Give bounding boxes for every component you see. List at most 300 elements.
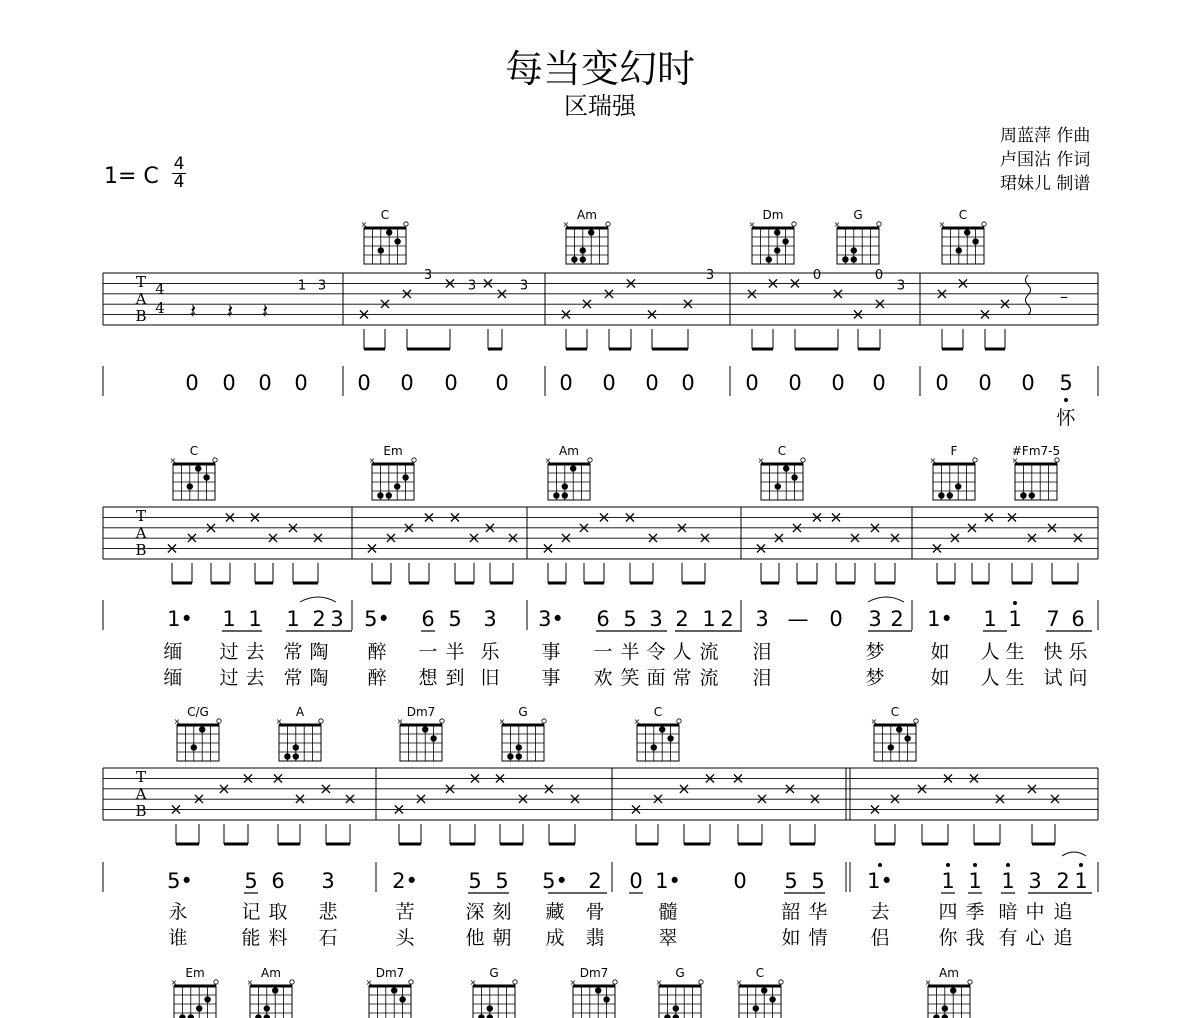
chord-diagram [563, 208, 611, 264]
tab-note: × [978, 304, 992, 324]
jianpu-note: 0 [1021, 371, 1035, 395]
open-string-mark [440, 719, 444, 723]
lyric-char: 人 [980, 667, 1000, 689]
finger-dot [761, 987, 767, 993]
tab-note: × [542, 778, 556, 798]
finger-dot [422, 726, 428, 732]
lyric-char: 髓 [658, 901, 678, 923]
lyric-char: 我 [965, 927, 985, 949]
lyric-char: 人 [980, 641, 1000, 663]
tab-note: × [868, 517, 882, 537]
open-string-mark [779, 980, 783, 984]
open-string-mark [214, 980, 218, 984]
muted-string-mark: × [396, 717, 404, 726]
tab-note: × [675, 517, 689, 537]
jianpu-note: 1• [655, 869, 681, 893]
tab-note: × [829, 507, 843, 527]
lyric-char: 过 [219, 641, 239, 663]
lyric-char: 如 [781, 927, 801, 949]
lyric-char: 朝 [492, 927, 512, 949]
quarter-rest: 𝄽 [261, 299, 269, 323]
tab-note: × [651, 789, 665, 809]
chord-diagram [545, 444, 593, 500]
tab-note: × [402, 517, 416, 537]
lyric-char: 醉 [367, 667, 387, 689]
whole-rest: – [1060, 287, 1068, 306]
lyric-char: 陶 [309, 667, 329, 689]
lyric-char: 生 [1005, 641, 1025, 663]
lyric-char: 藏 [545, 901, 565, 923]
lyric-char: 怀 [1056, 407, 1076, 429]
arpeggio-mark [1026, 275, 1031, 315]
finger-dot [430, 735, 436, 741]
finger-dot [775, 483, 781, 489]
jianpu-note: 3 [755, 607, 769, 631]
chord-diagram [366, 966, 414, 1018]
open-string-mark [699, 980, 703, 984]
artist-name: 区瑞强 [564, 92, 636, 120]
open-string-mark [792, 222, 796, 226]
fret-number: 3 [423, 268, 433, 283]
finger-dot [394, 238, 400, 244]
muted-string-mark: × [870, 717, 878, 726]
finger-dot [516, 753, 522, 759]
muted-string-mark: × [544, 456, 552, 465]
muted-string-mark: × [929, 456, 937, 465]
tab-letter: A [135, 524, 147, 542]
lyric-char: 醉 [367, 641, 387, 663]
lyric-char: 翠 [658, 927, 678, 949]
chord-name: C [777, 444, 787, 458]
high-octave-dot [1079, 863, 1083, 867]
finger-dot [264, 1014, 270, 1018]
jianpu-note: 0 [733, 869, 747, 893]
tab-letter: B [135, 541, 147, 559]
tab-note: × [755, 789, 769, 809]
jianpu-note: 2 [312, 607, 326, 631]
lyric-char: 如 [930, 641, 950, 663]
open-string-mark [677, 719, 681, 723]
lyric-char: 笑 [620, 667, 640, 689]
jianpu-note: 1• [167, 607, 193, 631]
jianpu-note: 0 [357, 371, 371, 395]
chord-diagram [247, 966, 295, 1018]
muted-string-mark: × [757, 456, 765, 465]
tab-note: × [698, 528, 712, 548]
tab-note: × [873, 294, 887, 314]
lyric-char: 记 [241, 901, 261, 923]
tab-note: × [888, 528, 902, 548]
lyric-char: 苦 [395, 901, 415, 923]
tab-note: × [731, 768, 745, 788]
chord-diagram [276, 705, 324, 761]
finger-dot [394, 483, 400, 489]
tab-note: × [1005, 507, 1019, 527]
finger-dot [774, 247, 780, 253]
lyric-char: 他 [465, 927, 485, 949]
open-string-mark [606, 222, 610, 226]
muted-string-mark: × [655, 978, 663, 987]
open-string-mark [513, 980, 517, 984]
finger-dot [588, 229, 594, 235]
jianpu-note: 5• [542, 869, 568, 893]
tab-note: × [597, 507, 611, 527]
lyric-char: 四 [938, 901, 958, 923]
tab-note: × [1048, 789, 1062, 809]
jianpu-note: 0 [681, 371, 695, 395]
lyric-char: 追 [1053, 901, 1073, 923]
jianpu-note: 0 [788, 371, 802, 395]
lyric-char: 追 [1053, 927, 1073, 949]
jianpu-note: 0 [872, 371, 886, 395]
lyric-char: 去 [245, 667, 265, 689]
muted-string-mark: × [365, 978, 373, 987]
tab-note: × [541, 538, 555, 558]
slur [1062, 852, 1086, 856]
chord-diagram [634, 705, 682, 761]
lyric-char: 事 [541, 667, 561, 689]
tab-note: × [468, 768, 482, 788]
tab-note: × [1045, 517, 1059, 537]
finger-dot [947, 492, 953, 498]
chord-diagram [174, 705, 222, 761]
jianpu-note: 1• [927, 607, 953, 631]
jianpu-note: 1 [941, 869, 955, 893]
jianpu-note: 2 [890, 607, 904, 631]
muted-string-mark: × [735, 978, 743, 987]
finger-dot [196, 1005, 202, 1011]
lyric-char: 如 [930, 667, 950, 689]
slur [868, 597, 904, 602]
lyric-char: 半 [620, 641, 640, 663]
tab-note: × [580, 294, 594, 314]
lyric-char: 流 [699, 667, 719, 689]
finger-dot [673, 1005, 679, 1011]
finger-dot [293, 744, 299, 750]
jianpu-note: 5 [495, 869, 509, 893]
fret-number: 0 [874, 268, 884, 283]
chord-name: C [755, 966, 765, 980]
open-string-mark [542, 719, 546, 723]
muted-string-mark: × [275, 717, 283, 726]
lyric-char: 韶 [781, 901, 801, 923]
finger-dot [487, 1014, 493, 1018]
lyric-char: 问 [1068, 667, 1088, 689]
finger-dot [842, 256, 848, 262]
finger-dot [391, 987, 397, 993]
open-string-mark [217, 719, 221, 723]
tab-note: × [559, 304, 573, 324]
open-string-mark [968, 980, 972, 984]
lyric-char: 心 [1025, 927, 1045, 949]
fret-number: 0 [812, 268, 822, 283]
chord-name: Dm7 [406, 705, 436, 719]
jianpu-note: — [787, 607, 809, 631]
chord-name: C [958, 208, 968, 222]
tab-letter: T [135, 768, 147, 786]
finger-dot [942, 1014, 948, 1018]
finger-dot [191, 744, 197, 750]
lyric-char: 缅 [163, 667, 183, 689]
finger-dot [964, 229, 970, 235]
chord-name: Am [261, 966, 281, 980]
muted-string-mark: × [633, 717, 641, 726]
open-string-mark [409, 980, 413, 984]
tab-note: × [271, 768, 285, 788]
finger-dot [782, 238, 788, 244]
finger-dot [664, 1014, 670, 1018]
open-string-mark [801, 458, 805, 462]
tab-note: × [772, 528, 786, 548]
jianpu-note: 2 [720, 607, 734, 631]
tab-note: × [192, 789, 206, 809]
open-string-mark [877, 222, 881, 226]
tab-letter: T [135, 273, 147, 291]
chord-name: Am [939, 966, 959, 980]
lyric-char: 快 [1043, 641, 1063, 663]
tab-note: × [754, 538, 768, 558]
finger-dot [651, 744, 657, 750]
chord-name: G [518, 705, 528, 719]
finger-dot [950, 987, 956, 993]
high-octave-dot [1013, 601, 1017, 605]
tab-note: × [319, 778, 333, 798]
lyric-char: 泪 [752, 667, 772, 689]
finger-dot [955, 483, 961, 489]
muted-string-mark: × [833, 220, 841, 229]
finger-dot [264, 1005, 270, 1011]
jianpu-note: 0 [629, 869, 643, 893]
jianpu-note: 5 [784, 869, 798, 893]
chord-name: F [950, 444, 958, 458]
high-octave-dot [973, 863, 977, 867]
jianpu-note: 2 [588, 869, 602, 893]
jianpu-note: 3 [321, 869, 335, 893]
tab-note: × [204, 517, 218, 537]
finger-dot [1029, 492, 1035, 498]
tab-letter: T [135, 507, 147, 525]
jianpu-note: 1 [968, 869, 982, 893]
finger-dot [595, 987, 601, 993]
transcriber-credit: 珺妹儿 制谱 [1000, 174, 1091, 194]
composer-credit: 周蓝萍 作曲 [1000, 126, 1091, 146]
chord-diagram [470, 966, 518, 1018]
tab-note: × [831, 283, 845, 303]
finger-dot [571, 256, 577, 262]
jianpu-note: 1 [248, 607, 262, 631]
jianpu-note: 0 [829, 607, 843, 631]
high-octave-dot [878, 863, 882, 867]
jianpu-note: 3 [649, 607, 663, 631]
tab-note: × [623, 507, 637, 527]
tab-note: × [888, 789, 902, 809]
fret-number: 1 [297, 278, 307, 294]
tab-note: × [956, 273, 970, 293]
jianpu-note: 2 [675, 607, 689, 631]
fret-number: 3 [896, 278, 906, 294]
finger-dot [507, 753, 513, 759]
open-string-mark [404, 222, 408, 226]
lyric-char: 你 [938, 927, 958, 949]
lyric-char: 梦 [865, 667, 885, 689]
chord-diagram [499, 705, 547, 761]
finger-dot [753, 1005, 759, 1011]
lyric-char: 生 [1005, 667, 1025, 689]
lyric-char: 常 [672, 667, 692, 689]
tab-note: × [443, 778, 457, 798]
tab-note: × [467, 528, 481, 548]
chord-name: C/G [187, 705, 209, 719]
finger-dot [783, 465, 789, 471]
open-string-mark [982, 222, 986, 226]
tab-note: × [930, 538, 944, 558]
jianpu-note: 5 [1059, 371, 1073, 395]
finger-dot [204, 996, 210, 1002]
finger-dot [904, 735, 910, 741]
tab-note: × [493, 768, 507, 788]
lyric-char: 欢 [593, 667, 613, 689]
tab-note: × [1025, 778, 1039, 798]
jianpu-note: 6 [596, 607, 610, 631]
finger-dot [293, 753, 299, 759]
tab-note: × [286, 517, 300, 537]
lyric-char: 季 [965, 901, 985, 923]
quarter-rest: 𝄽 [226, 299, 234, 323]
muted-string-mark: × [246, 978, 254, 987]
tab-note: × [851, 304, 865, 324]
lyric-char: 成 [545, 927, 565, 949]
tab-note: × [357, 304, 371, 324]
chord-name: C [653, 705, 663, 719]
tab-note: × [935, 283, 949, 303]
muted-string-mark: × [569, 978, 577, 987]
tab-note: × [965, 517, 979, 537]
tab-note: × [568, 789, 582, 809]
jianpu-note: 1 [1074, 869, 1088, 893]
lyric-char: 过 [219, 667, 239, 689]
finger-dot [402, 474, 408, 480]
finger-dot [203, 474, 209, 480]
jianpu-note: 0 [400, 371, 414, 395]
chord-name: A [295, 705, 305, 719]
finger-dot [199, 726, 205, 732]
tab-letter: A [135, 785, 147, 803]
lyric-char: 常 [283, 641, 303, 663]
open-string-mark [319, 719, 323, 723]
jianpu-note: 1• [867, 869, 893, 893]
chord-name: C [189, 444, 199, 458]
jianpu-note: 1 [1008, 607, 1022, 631]
jianpu-note: 1 [702, 607, 716, 631]
finger-dot [377, 492, 383, 498]
tab-note: × [848, 528, 862, 548]
time-signature-top: 4 [173, 154, 185, 174]
jianpu-note: 5 [448, 607, 462, 631]
tab-note: × [559, 528, 573, 548]
finger-dot [673, 1014, 679, 1018]
jianpu-note: 7 [1046, 607, 1060, 631]
lyric-char: 谁 [168, 927, 188, 949]
finger-dot [553, 492, 559, 498]
tab-note: × [1025, 528, 1039, 548]
tab-note: × [495, 283, 509, 303]
jianpu-note: 3 [483, 607, 497, 631]
open-string-mark [914, 719, 918, 723]
fret-number: 3 [519, 278, 529, 294]
jianpu-note: 0 [294, 371, 308, 395]
tab-note: × [165, 538, 179, 558]
lyric-char: 深 [465, 901, 485, 923]
lyric-char: 情 [808, 927, 828, 949]
finger-dot [938, 492, 944, 498]
fret-number: 3 [705, 268, 715, 283]
jianpu-note: 6 [271, 869, 285, 893]
finger-dot [562, 483, 568, 489]
lyric-char: 试 [1043, 667, 1063, 689]
muted-string-mark: × [360, 220, 368, 229]
chord-name: Em [383, 444, 403, 458]
tab-note: × [516, 789, 530, 809]
tab-letter: B [135, 307, 147, 325]
finger-dot [399, 996, 405, 1002]
tab-note: × [629, 799, 643, 819]
open-string-mark [290, 980, 294, 984]
open-string-mark [973, 458, 977, 462]
tab-note: × [624, 273, 638, 293]
high-octave-dot [1006, 863, 1010, 867]
finger-dot [272, 987, 278, 993]
finger-dot [187, 483, 193, 489]
tab-note: × [948, 528, 962, 548]
chord-diagram [925, 966, 973, 1018]
tab-staff-row1 [103, 273, 1098, 325]
lyric-char: 半 [445, 641, 465, 663]
chord-diagram [871, 705, 919, 761]
tab-note: × [169, 799, 183, 819]
chord-diagram [736, 966, 784, 1018]
jianpu-note: 5• [364, 607, 390, 631]
jianpu-note: 2 [1056, 869, 1070, 893]
tab-note: × [868, 799, 882, 819]
chord-name: C [380, 208, 390, 222]
tab-note: × [993, 789, 1007, 809]
lyric-char: 乐 [1068, 641, 1088, 663]
lyric-char: 华 [808, 901, 828, 923]
lyric-char: 头 [395, 927, 415, 949]
slur [300, 597, 336, 602]
chord-diagram [397, 705, 445, 761]
finger-dot [255, 1014, 261, 1018]
quarter-rest: 𝄽 [189, 299, 197, 323]
lyric-char: 翡 [585, 927, 605, 949]
tab-note: × [248, 507, 262, 527]
finger-dot [188, 1014, 194, 1018]
jianpu-note: 0 [222, 371, 236, 395]
chord-diagram [749, 208, 797, 264]
finger-dot [791, 474, 797, 480]
tab-note: × [481, 273, 495, 293]
tab-note: × [266, 528, 280, 548]
lyric-char: 去 [245, 641, 265, 663]
tab-note: × [788, 273, 802, 293]
open-string-mark [412, 458, 416, 462]
jianpu-note: 3• [538, 607, 564, 631]
lyricist-credit: 卢国沾 作词 [1000, 150, 1091, 170]
lyric-char: 永 [168, 901, 188, 923]
tab-note: × [217, 778, 231, 798]
chord-diagram [939, 208, 987, 264]
finger-dot [562, 492, 568, 498]
